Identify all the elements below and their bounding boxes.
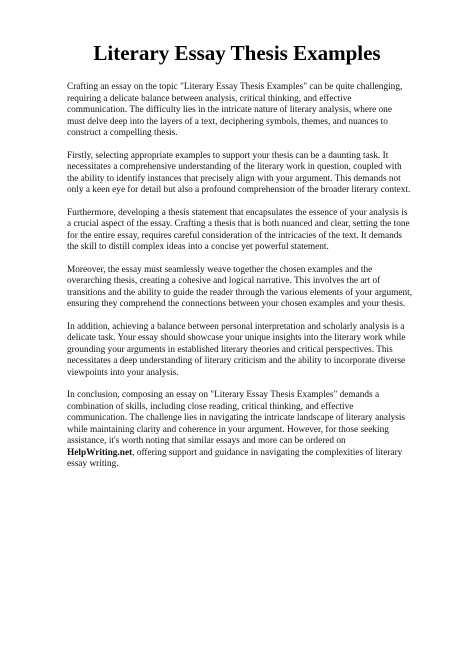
paragraph-conclusion: [67, 390, 412, 471]
conclusion-text-start: In conclusion, composing an essay on "Literary Essay Thesis Examples" demands a combination of skills, including close reading, critical thinking, and effective communication. The challenge lies in navigating the intricate landscape of literary analysis while maintaining clarity and coherence in your argument. However, for those seeking assistance, it's worth noting that similar essays and more can be ordered on: [67, 390, 406, 446]
paragraph-selecting-examples: Firstly, selecting appropriate examples to support your thesis can be a daunting task. It necessitates a comprehensive understanding of the literary work in question, coupled with the ability to identify instances that precisely align with your argument. This demands not only a keen eye for detail but also a profound comprehension of the broader literary context.: [67, 150, 411, 195]
document-body: [67, 82, 412, 482]
paragraph-balance: In addition, achieving a balance between personal interpretation and scholarly analysis is a delicate task. Your essay should showcase your unique insights into the literary work while grounding your arguments in established literary theories and critical perspectives. This necessitates a deep understanding of literary criticism and the ability to incorporate diverse viewpoints into your analysis.: [67, 321, 406, 378]
paragraph-thesis-statement: Furthermore, developing a thesis statement that encapsulates the essence of your analysis is a crucial aspect of the essay. Crafting a thesis that is both nuanced and clear, setting the tone for the entire essay, requires careful consideration of the intricacies of the text. It demands the skill to distill complex ideas into a concise yet powerful statement.: [67, 207, 410, 252]
conclusion-text-end: , offering support and guidance in navigating the complexities of literary essay writing.: [67, 447, 403, 469]
helpwriting-link[interactable]: HelpWriting.net: [67, 447, 133, 458]
paragraph-intro: Crafting an essay on the topic "Literary Essay Thesis Examples" can be quite challenging, requiring a delicate balance between analysis, critical thinking, and effective communication. The difficulty lies in the intricate nature of literary analysis, where one must delve deep into the layers of a text, deciphering symbols, themes, and nuances to construct a compelling thesis.: [67, 82, 403, 138]
paragraph-cohesion: Moreover, the essay must seamlessly weave together the chosen examples and the overarching thesis, creating a cohesive and logical narrative. This involves the art of transitions and the ability to guide the reader through the various elements of your argument, ensuring they comprehend the connections between your chosen examples and your thesis.: [67, 264, 413, 309]
document-title: Literary Essay Thesis Examples: [93, 41, 381, 65]
